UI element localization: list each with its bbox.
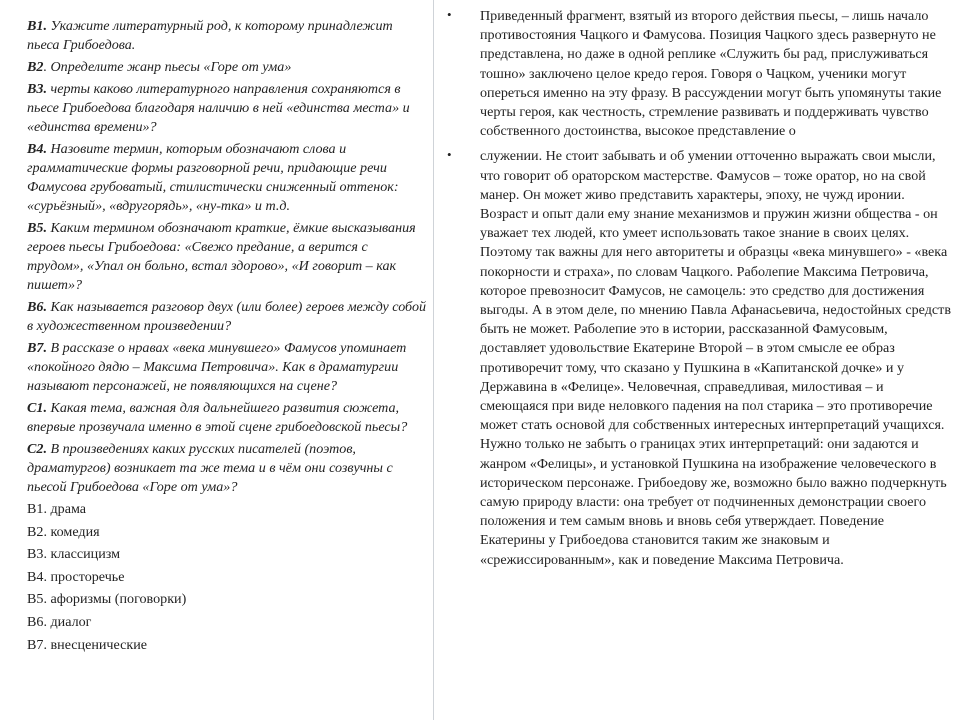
answer-b1: В1. драма: [27, 501, 87, 517]
questions-column: [27, 17, 427, 658]
question-text: Как называется разговор двух (или более) героев между собой в художественном произведении?: [27, 299, 427, 334]
answer-b3: В3. классицизм: [27, 546, 121, 563]
question-code: С1.: [27, 400, 47, 416]
answer-b2: В2. комедия: [27, 523, 100, 540]
answer-b5: В5. афоризмы (поговорки): [27, 591, 187, 608]
column-divider: [433, 0, 434, 720]
question-text: Назовите термин, которым обозначают слова и грамматические формы разговорной речи, придающие речи Фамусова грубоватый, стилистически сниженный оттенок: «сурьёзный», «вдругорядь», «ну-тка» и т.д.: [27, 141, 399, 214]
paragraph-text: Приведенный фрагмент, взятый из второго действия пьесы, – лишь начало противостояния Чацкого и Фамусова. Позиция Чацкого здесь развернуто не представлена, но даже в одной реплике «Служить бы рад, прислуживаться тошно» заключено целое кредо героя. Говоря о Чацком, ученики могут опереться именно на эту фразу. В рассуждении могут быть упомянуты такие черты героя, как честность, стремление развивать и поддерживать чувство собственного достоинства, высокое представление о: [480, 8, 942, 140]
question-text: В произведениях каких русских писателей (поэтов, драматургов) возникает та же тема и в чём они созвучны с пьесой Грибоедова «Горе от ума»?: [27, 441, 393, 495]
question-b5: [27, 219, 427, 295]
question-text: Укажите литературный род, к которому принадлежит пьеса Грибоедова.: [27, 18, 393, 53]
question-code: В4.: [27, 141, 47, 157]
question-b4: [27, 140, 427, 216]
answer-b4: В4. просторечье: [27, 568, 125, 585]
bullet-icon: •: [447, 7, 452, 22]
question-code: В7.: [27, 340, 47, 356]
question-code: В3.: [27, 81, 47, 97]
paragraph-2: [447, 147, 952, 569]
question-code: В6.: [27, 299, 47, 315]
question-text: В рассказе о нравах «века минувшего» Фамусов упоминает «покойного дядю – Максима Петровича». Как в драматургии называют персонажей, не появляющихся на сцене?: [27, 340, 407, 394]
paragraph-text: служении. Не стоит забывать и об умении отточенно выражать свои мысли, что говорит об ораторском мастерстве. Фамусов – тоже оратор, но на свой манер. Он может живо представить характеры, эпоху, не чужд иронии. Возраст и опыт дали ему знание механизмов и пружин жизни общества - он уважает тех людей, кто умеет использовать такое знание в своих целях. Поэтому так важны для него авторитеты и образцы «века минувшего» - «века покорности и страха», по словам Чацкого. Раболепие Максима Петровича, которое превозносит Фамусов, не самоцель: это средство для достижения выгоды. А в этом деле, по мнению Павла Афанасьевича, недостойных средств быть не может. Раболепие это в истории, рассказанной Фамусовым, доставляет удовольствие Екатерине Второй – в этом смысле ее образ противоречит тому, что сказано у Пушкина в «Капитанской дочке» и у Державина в «Фелице». Человечная, справедливая, милостивая – и смеющаяся при виде неловкого падения на пол старика – это противоречие может стать основой для собственных интересных интерпретаций учащихся. Нужно только не забыть о границах этих интерпретаций: они задаются и жанром «Фелицы», и установкой Пушкина на изображение человеческого в историческом персонаже. Грибоедову же, возможно было важно подчеркнуть самую природу власти: она требует от подчиненных демонстрации своего положения и тем самым вновь и вновь себя утверждает. Поведение Екатерины у Грибоедова становится таким же знаковым и «срежиссированным», как и поведение Максима Петровича.: [480, 148, 951, 568]
question-c1: [27, 399, 427, 437]
question-c2: [27, 440, 427, 497]
question-b1: [27, 17, 427, 55]
question-b7: [27, 339, 427, 396]
question-text: . Определите жанр пьесы «Горе от ума»: [43, 59, 292, 75]
answer-b7: В7. внесценические: [27, 636, 148, 653]
question-b6: [27, 298, 427, 336]
answer-b6: В6. диалог: [27, 613, 92, 630]
question-text: Какая тема, важная для дальнейшего развития сюжета, впервые прозвучала именно в этой сцене грибоедовской пьесы?: [27, 400, 408, 435]
question-code: В1.: [27, 18, 47, 34]
bullet-icon: •: [447, 147, 452, 163]
question-code: С2.: [27, 441, 47, 457]
question-text: черты каково литературного направления сохраняются в пьесе Грибоедова благодаря наличию в ней «единства места» и «единства времени»?: [27, 81, 410, 135]
question-b3: [27, 80, 427, 137]
paragraph-1: [447, 7, 952, 141]
question-code: В5.: [27, 220, 47, 236]
question-b2: [27, 58, 427, 77]
commentary-column: [447, 7, 952, 576]
question-code: В2: [27, 59, 44, 75]
question-text: Каким термином обозначают краткие, ёмкие высказывания героев пьесы Грибоедова: «Свежо предание, а верится с трудом», «Упал он больно, встал здорово», «И говорит – как пишет»?: [27, 220, 416, 293]
